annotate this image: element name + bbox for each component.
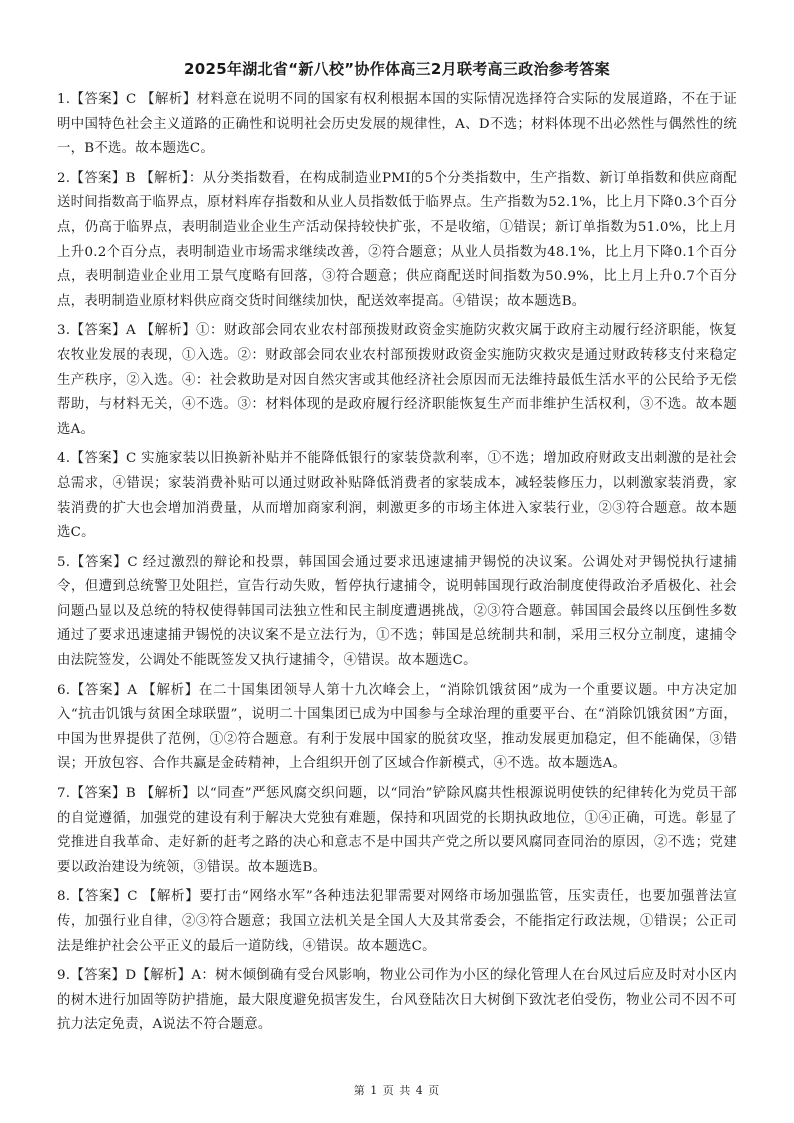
answer-item-5: 5.【答案】C 经过激烈的辩论和投票，韩国国会通过要求迅速逮捕尹锡悦的决议案。公调处对尹锡悦执行逮捕令，但遭到总统警卫处阻拦，宣告行动失败，暂停执行逮捕令，说明韩国现行政治制度使得政治矛盾极化、社会问题凸显以及总统的特权使得韩国司法独立性和民主制度遭遇挑战，②③符合题意。韩国国会最终以压倒性多数通过了要求迅速逮捕尹锡悦的决议案不是立法行为，①不选；韩国是总统制共和制，采用三权分立制度，逮捕令由法院签发，公调处不能既签发又执行逮捕令，④错误。故本题选C。 xyxy=(57,554,737,669)
answer-item-1: 1.【答案】C 【解析】材料意在说明不同的国家有权利根据本国的实际情况选择符合实际的发展道路，不在于证明中国特色社会主义道路的正确性和说明社会历史发展的规律性，A、D不选；材料体现不出必然性与偶然性的统一，B不选。故本题选C。 xyxy=(57,92,737,157)
answer-list xyxy=(57,88,737,1043)
answer-item-8: 8.【答案】C 【解析】要打击“网络水军”各种违法犯罪需要对网络市场加强监管，压实责任，也要加强普法宣传，加强行业自律，②③符合题意；我国立法机关是全国人大及其常委会，不能指定行政法规，①错误；公正司法是维护社会公平正义的最后一道防线，④错误。故本题选C。 xyxy=(57,889,737,954)
page-title: 2025年湖北省“新八校”协作体高三2月联考高三政治参考答案 xyxy=(184,60,610,78)
answer-item-6: 6.【答案】A 【解析】在二十国集团领导人第十九次峰会上，“消除饥饿贫困”成为一个重要议题。中方决定加入“抗击饥饿与贫困全球联盟”，说明二十国集团已成为中国参与全球治理的重要平台、在“消除饥饿贫困”方面，中国为世界提供了范例，①②符合题意。有利于发展中国家的脱贫攻坚，推动发展更加稳定，但不能确保，③错误；开放包容、合作共赢是金砖精神，上合组织开创了区域合作新模式，④不选。故本题选A。 xyxy=(57,682,737,772)
page-footer: 第 1 页 共 4 页 xyxy=(353,1084,441,1097)
answer-item-3: 3.【答案】A 【解析】①：财政部会同农业农村部预拨财政资金实施防灾救灾属于政府主动履行经济职能，恢复农牧业发展的表现，①入选。②：财政部会同农业农村部预拨财政资金实施防灾救灾是通过财政转移支付来稳定生产秩序，②入选。④：社会救助是对因自然灾害或其他经济社会原因而无法维持最低生活水平的公民给予无偿帮助，与材料无关，④不选。③：材料体现的是政府履行经济职能恢复生产而非维护生活权利，③不选。故本题选A。 xyxy=(57,323,737,437)
answer-item-7: 7.【答案】B 【解析】以“同查”严惩风腐交织问题，以“同治”铲除风腐共性根源说明使铁的纪律转化为党员干部的自觉遵循，加强党的建设有利于解决大党独有难题，保持和巩固党的长期执政地位，①④正确，可选。彰显了党推进自我革命、走好新的赶考之路的决心和意志不是中国共产党之所以要风腐同查同治的原因，②不选；党建要以政治建设为统领，③错误。故本题选B。 xyxy=(57,786,737,875)
answer-item-4: 4.【答案】C 实施家装以旧换新补贴并不能降低银行的家装贷款利率，①不选；增加政府财政支出刺激的是社会总需求，④错误；家装消费补贴可以通过财政补贴降低消费者的家装成本，减轻装修压力，以刺激家装消费，家装消费的扩大也会增加消费量，从而增加商家利润，刺激更多的市场主体进入家装行业，②③符合题意。故本题选C。 xyxy=(57,451,737,541)
answer-item-2: 2.【答案】B 【解析】：从分类指数看，在构成制造业PMI的5个分类指数中，生产指数、新订单指数和供应商配送时间指数高于临界点，原材料库存指数和从业人员指数低于临界点。生产指数为52.1%，比上月下降0.3个百分点，仍高于临界点，表明制造业企业生产活动保持较快扩张，不是收缩，①错误；新订单指数为51.0%，比上月上升0.2个百分点，表明制造业市场需求继续改善，②符合题意；从业人员指数为48.1%，比上月下降0.1个百分点，表明制造业企业用工景气度略有回落，③符合题意；供应商配送时间指数为50.9%，比上月上升0.7个百分点，表明制造业原材料供应商交货时间继续加快，配送效率提高。④错误；故本题选B。 xyxy=(57,170,737,309)
answer-item-9: 9.【答案】D【解析】A：树木倾倒确有受台风影响，物业公司作为小区的绿化管理人在台风过后应及时对小区内的树木进行加固等防护措施，最大限度避免损害发生，台风登陆次日大树倒下致沈老伯受伤，物业公司不因不可抗力法定免责，A说法不符合题意。 xyxy=(57,968,737,1033)
